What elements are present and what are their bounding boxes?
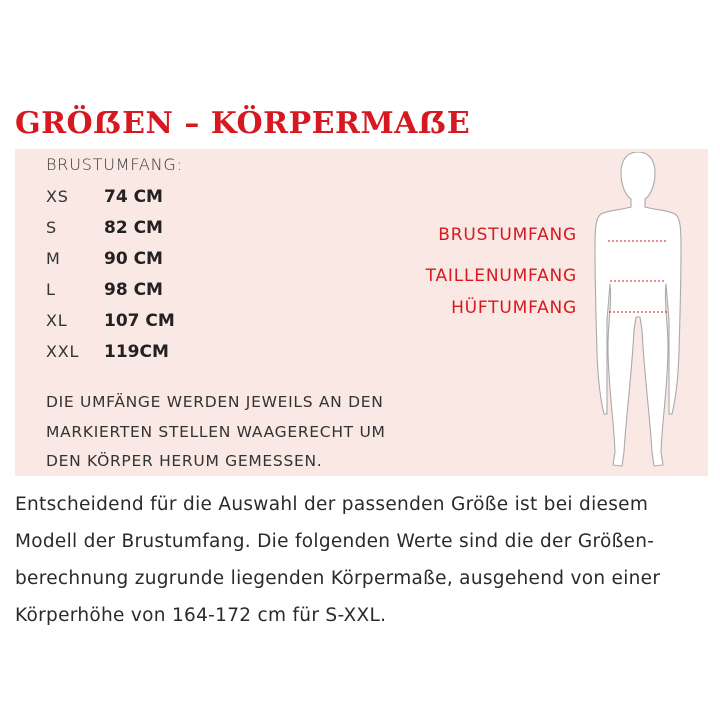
size-row-m [46,248,246,279]
size-table [46,186,246,372]
measurement-note [46,391,406,480]
note-line: DEN KÖRPER HERUM GEMESSEN. [46,452,323,470]
size-row-xxl [46,341,246,372]
size-chart-panel [15,149,708,476]
size-value: 107 CM [104,311,175,331]
size-row-xs [46,186,246,217]
description-line: Körperhöhe von 164-172 cm für S-XXL. [15,605,387,626]
size-value: 90 CM [104,249,163,269]
description-line: berechnung zugrunde liegenden Körpermaße, ausgehend von einer [15,568,661,589]
note-line: MARKIERTEN STELLEN WAAGERECHT UM [46,422,386,441]
size-value: 98 CM [104,280,163,300]
size-row-s [46,217,246,248]
size-label: M [46,249,61,268]
size-row-xl [46,310,246,341]
size-label: XS [46,187,69,206]
description-line: Entscheidend für die Auswahl der passenden Größe ist bei diesem [15,494,649,515]
page-title: GRÖẞEN – KÖRPERMAẞE [15,106,471,141]
chest-size-heading: BRUSTUMFANG: [46,155,183,174]
size-label: L [46,280,56,299]
description-line: Modell der Brustumfang. Die folgenden Werte sind die der Größen- [15,531,655,552]
description-text [15,490,705,638]
size-value: 119CM [104,342,169,362]
size-value: 82 CM [104,218,163,238]
body-outline [595,152,681,466]
size-label: S [46,218,57,237]
size-label: XXL [46,342,80,361]
hip-measure-label: HÜFTUMFANG [451,298,577,318]
size-value: 74 CM [104,187,163,207]
size-row-l [46,279,246,310]
waist-measure-label: TAILLENUMFANG [425,266,577,286]
size-label: XL [46,311,68,330]
body-figure-icon [588,152,688,470]
note-line: DIE UMFÄNGE WERDEN JEWEILS AN DEN [46,393,384,411]
chest-measure-label: BRUSTUMFANG [438,225,577,245]
